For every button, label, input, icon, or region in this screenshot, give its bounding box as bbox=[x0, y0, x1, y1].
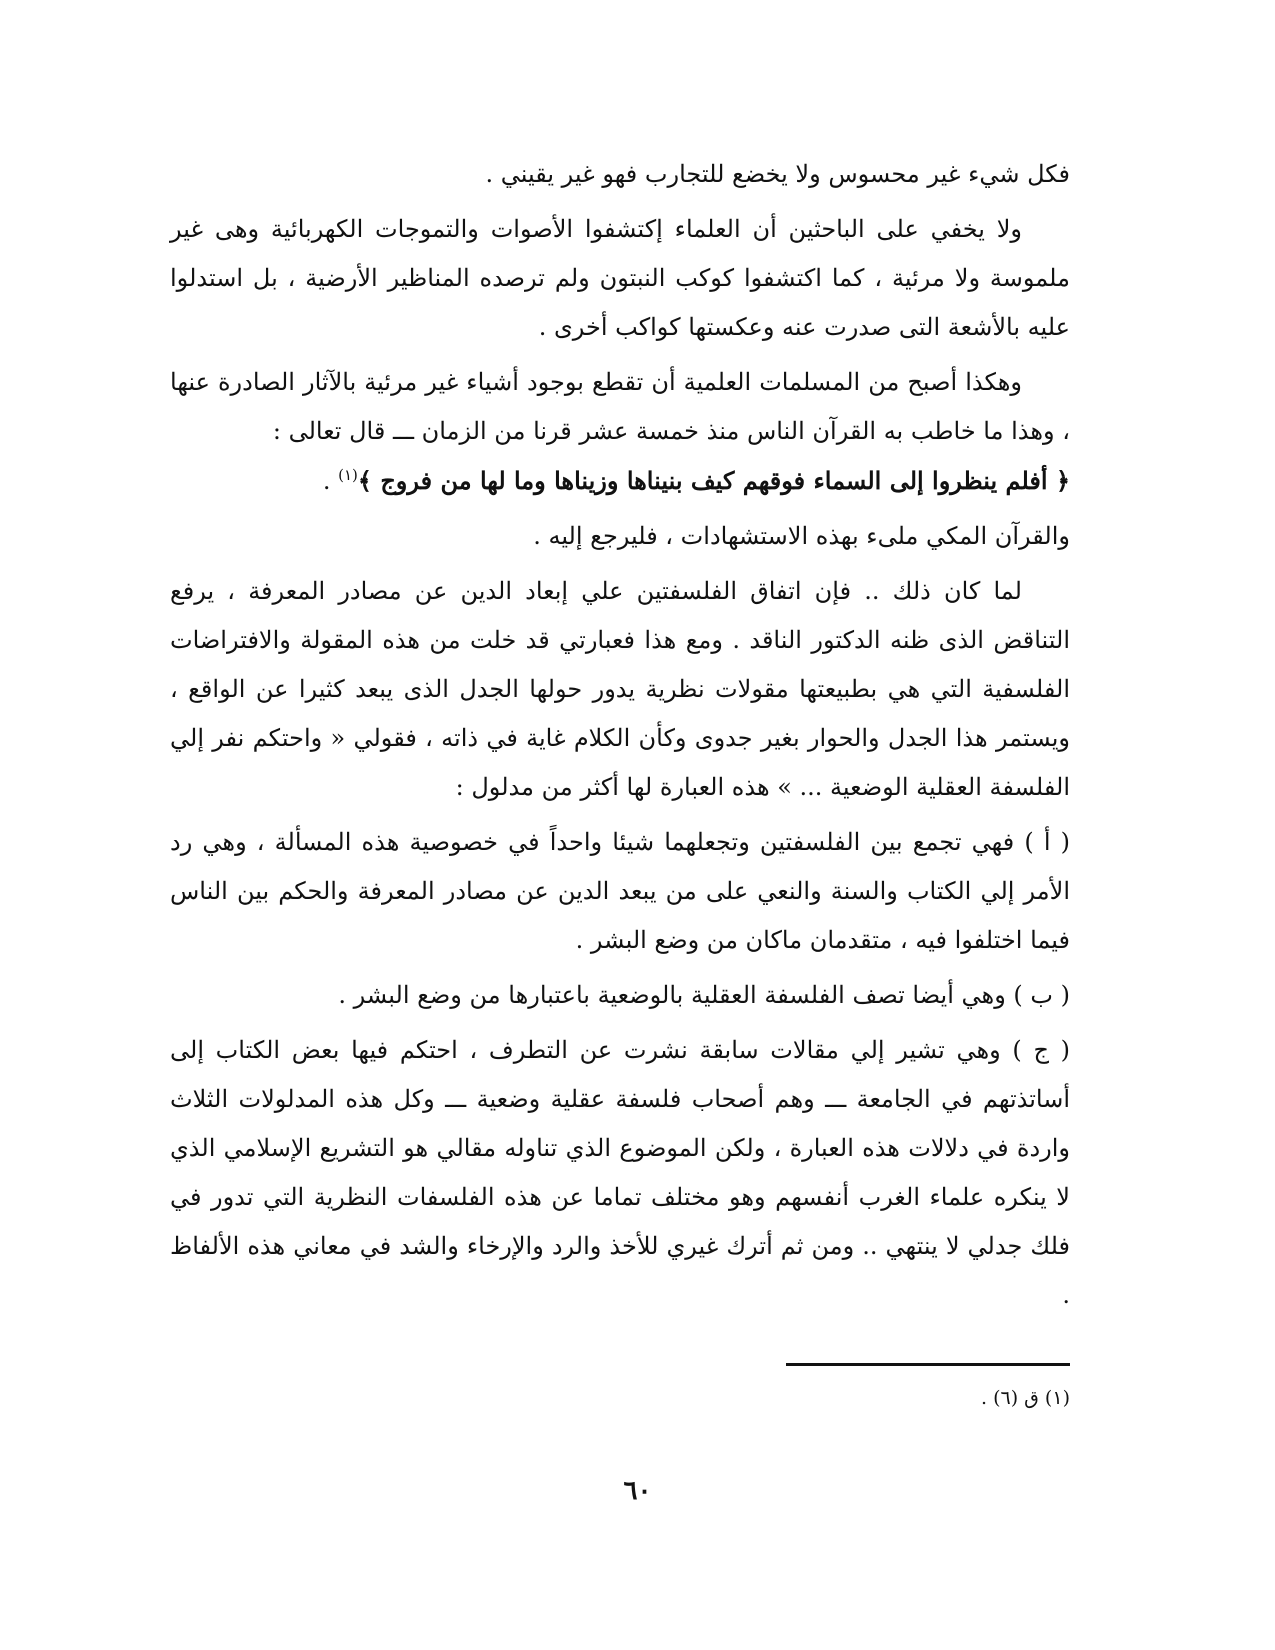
paragraph-5: لما كان ذلك .. فإن اتفاق الفلسفتين علي إبعاد الدين عن مصادر المعرفة ، يرفع التناقض الذى ظنه الدكتور الناقد . ومع هذا فعبارتي قد خلت من هذه المقولة والافتراضات الفلسفية التي هي بطبيعتها مقولات نظرية يدور حولها الجدل الذى يبعد كثيرا عن الواقع ، ويستمر هذا الجدل والحوار بغير جدوى وكأن الكلام غاية في ذاته ، فقولي « واحتكم نفر إلي الفلسفة العقلية الوضعية ... » هذه العبارة لها أكثر من مدلول : bbox=[170, 577, 1070, 801]
footnote-ref: (١) bbox=[338, 466, 358, 484]
footnote: (١) ق (٦) . bbox=[980, 1387, 1070, 1409]
footnote-divider bbox=[786, 1363, 1070, 1366]
paragraph-4: والقرآن المكي ملىء بهذه الاستشهادات ، فليرجع إليه . bbox=[533, 522, 1070, 550]
paragraph-2: ولا يخفي على الباحثين أن العلماء إكتشفوا الأصوات والتموجات الكهربائية وهى غير ملموسة ولا مرئية ، كما اكتشفوا كوكب النبتون ولم ترصده المناظير الأرضية ، بل استدلوا عليه بالأشعة التى صدرت عنه وعكستها كواكب أخرى . bbox=[170, 215, 1070, 341]
paragraph-3 bbox=[170, 358, 1070, 506]
verse-close-bracket: ﴾ bbox=[357, 466, 372, 495]
document-body bbox=[170, 150, 1070, 1326]
paragraph-7: ( ب ) وهي أيضا تصف الفلسفة العقلية بالوضعية باعتبارها من وضع البشر . bbox=[338, 981, 1070, 1009]
paragraph-3-text: وهكذا أصبح من المسلمات العلمية أن تقطع بوجود أشياء غير مرئية بالآثار الصادرة عنها ، وهذا ما خاطب به القرآن الناس منذ خمسة عشر قرنا من الزمان ـــ قال تعالى : bbox=[170, 368, 1070, 445]
verse-text: أفلم ينظروا إلى السماء فوقهم كيف بنيناها وزيناها وما لها من فروج bbox=[380, 466, 1048, 495]
paragraph-6: ( أ ) فهي تجمع بين الفلسفتين وتجعلهما شيئا واحداً في خصوصية هذه المسألة ، وهي رد الأمر إلي الكتاب والسنة والنعي على من يبعد الدين عن مصادر المعرفة والحكم بين الناس فيما اختلفوا فيه ، متقدمان ماكان من وضع البشر . bbox=[170, 828, 1070, 954]
verse-end: . bbox=[322, 467, 339, 495]
page-number: ٦٠ bbox=[623, 1476, 652, 1506]
verse-open-bracket: ﴿ bbox=[1055, 466, 1070, 495]
quran-verse bbox=[358, 466, 1070, 495]
paragraph-1: فكل شيء غير محسوس ولا يخضع للتجارب فهو غير يقيني . bbox=[485, 160, 1070, 188]
paragraph-8: ( ج ) وهي تشير إلي مقالات سابقة نشرت عن التطرف ، احتكم فيها بعض الكتاب إلى أساتذتهم في الجامعة ـــ وهم أصحاب فلسفة عقلية وضعية ـــ وكل هذه المدلولات الثلاث واردة في دلالات هذه العبارة ، ولكن الموضوع الذي تناوله مقالي هو التشريع الإسلامي الذي لا ينكره علماء الغرب أنفسهم وهو مختلف تماما عن هذه الفلسفات النظرية التي تدور في فلك جدلي لا ينتهي .. ومن ثم أترك غيري للأخذ والرد والإرخاء والشد في معاني هذه الألفاظ . bbox=[170, 1036, 1070, 1309]
